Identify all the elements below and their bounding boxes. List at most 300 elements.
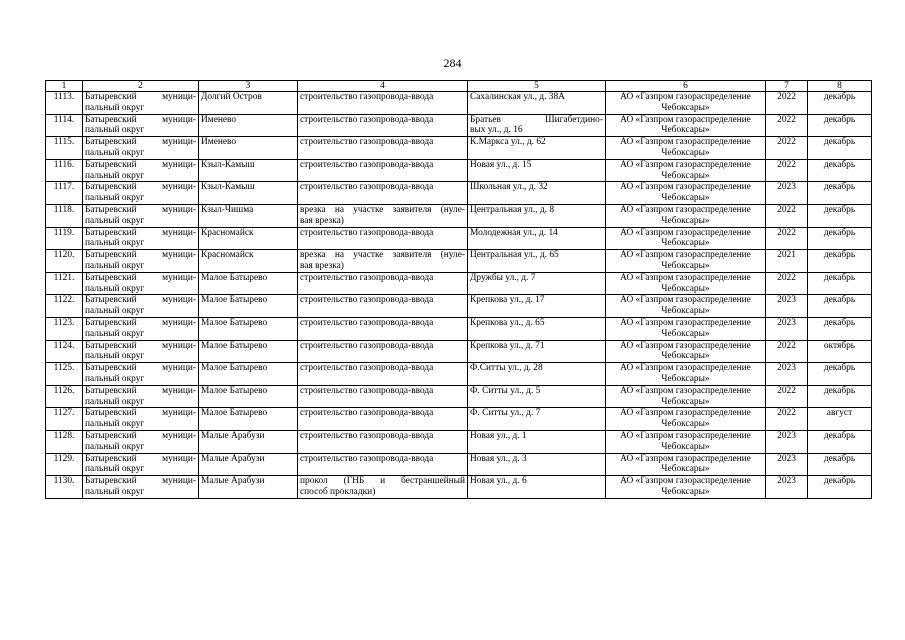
organization-cell xyxy=(606,476,766,499)
organization-line: Чебоксары» xyxy=(661,238,710,249)
locality-cell xyxy=(199,250,298,273)
organization-line: Чебоксары» xyxy=(661,283,710,294)
address-line xyxy=(470,284,603,295)
year-cell xyxy=(766,385,808,408)
table-row xyxy=(46,363,872,386)
address-line: Дружбы ул., д. 7 xyxy=(470,272,536,283)
work-line: строительство газопровода-ввода xyxy=(300,385,434,396)
district-line: Батыревский муници- xyxy=(85,182,196,193)
header-cell: 3 xyxy=(199,81,298,92)
header-cell: 7 xyxy=(766,81,808,92)
organization-cell xyxy=(606,340,766,363)
district-line: пальный округ xyxy=(85,125,145,136)
locality-text: Малые Арабузи xyxy=(201,430,265,441)
month-cell xyxy=(808,182,872,205)
work-line: строительство газопровода-ввода xyxy=(300,272,434,283)
district-cell xyxy=(83,385,199,408)
locality-cell xyxy=(199,408,298,431)
header-cell: 1 xyxy=(46,81,83,92)
work-line xyxy=(300,284,465,295)
header-cell: 8 xyxy=(808,81,872,92)
table-row xyxy=(46,295,872,318)
organization-line: АО «Газпром газораспределение xyxy=(620,408,751,419)
address-line: Ф. Ситты ул., д. 5 xyxy=(470,385,541,396)
district-line: Батыревский муници- xyxy=(85,340,196,351)
header-cell: 4 xyxy=(298,81,468,92)
organization-cell xyxy=(606,114,766,137)
address-line xyxy=(470,171,603,182)
address-cell xyxy=(468,476,606,499)
locality-text: Красномайск xyxy=(201,250,254,261)
address-line xyxy=(470,464,603,475)
locality-cell xyxy=(199,204,298,227)
district-line: пальный округ xyxy=(85,147,145,158)
row-number-text: 1114. xyxy=(53,114,75,125)
month-cell xyxy=(808,340,872,363)
month-text: декабрь xyxy=(823,114,856,125)
address-line: Новая ул., д. 3 xyxy=(470,453,527,464)
page-number: 284 xyxy=(443,56,462,70)
district-cell xyxy=(83,250,199,273)
organization-line: АО «Газпром газораспределение xyxy=(620,453,751,464)
address-line xyxy=(470,374,603,385)
district-line: Батыревский муници- xyxy=(85,408,196,419)
organization-cell xyxy=(606,408,766,431)
work-line: вая врезка) xyxy=(300,215,344,226)
year-text: 2022 xyxy=(777,204,796,215)
locality-cell xyxy=(199,137,298,160)
organization-line: АО «Газпром газораспределение xyxy=(620,159,751,170)
address-line xyxy=(470,306,603,317)
district-cell xyxy=(83,272,199,295)
work-type-cell xyxy=(298,385,468,408)
district-cell xyxy=(83,317,199,340)
header-cell: 5 xyxy=(468,81,606,92)
row-number xyxy=(46,137,83,160)
district-line: пальный округ xyxy=(85,260,145,271)
year-cell xyxy=(766,272,808,295)
work-type-cell xyxy=(298,114,468,137)
work-line: врезка на участке заявителя (нуле- xyxy=(300,204,465,215)
district-line: Батыревский муници- xyxy=(85,272,196,283)
year-text: 2022 xyxy=(777,408,796,419)
work-line xyxy=(300,103,465,114)
month-cell xyxy=(808,295,872,318)
month-cell xyxy=(808,114,872,137)
organization-line: Чебоксары» xyxy=(661,193,710,204)
organization-cell xyxy=(606,159,766,182)
work-type-cell xyxy=(298,250,468,273)
organization-line: АО «Газпром газораспределение xyxy=(620,114,751,125)
organization-line: АО «Газпром газораспределение xyxy=(620,385,751,396)
organization-line: АО «Газпром газораспределение xyxy=(620,182,751,193)
address-line: Центральная ул., д. 65 xyxy=(470,250,559,261)
year-cell xyxy=(766,317,808,340)
district-line: пальный округ xyxy=(85,396,145,407)
row-number xyxy=(46,363,83,386)
year-text: 2022 xyxy=(777,137,796,148)
row-number-text: 1130. xyxy=(53,476,75,487)
row-number-text: 1121. xyxy=(53,272,75,283)
district-line: Батыревский муници- xyxy=(85,114,196,125)
locality-cell xyxy=(199,114,298,137)
work-line: строительство газопровода-ввода xyxy=(300,114,434,125)
month-text: декабрь xyxy=(823,476,856,487)
address-cell xyxy=(468,385,606,408)
organization-cell xyxy=(606,137,766,160)
address-line: Новая ул., д. 15 xyxy=(470,159,532,170)
month-cell xyxy=(808,408,872,431)
year-cell xyxy=(766,430,808,453)
year-text: 2023 xyxy=(777,453,796,464)
row-number xyxy=(46,453,83,476)
work-type-cell xyxy=(298,272,468,295)
district-line: пальный округ xyxy=(85,464,145,475)
address-line: Центральная ул., д. 8 xyxy=(470,204,555,215)
address-line: вых ул., д. 16 xyxy=(470,125,523,136)
district-cell xyxy=(83,92,199,115)
work-line: строительство газопровода-ввода xyxy=(300,137,434,148)
work-line: способ прокладки) xyxy=(300,486,376,497)
month-cell xyxy=(808,272,872,295)
organization-cell xyxy=(606,453,766,476)
organization-line: АО «Газпром газораспределение xyxy=(620,92,751,102)
address-line xyxy=(470,261,603,272)
address-line xyxy=(470,216,603,227)
work-line xyxy=(300,171,465,182)
locality-text: Кзыл-Чишма xyxy=(201,204,254,215)
organization-line: АО «Газпром газораспределение xyxy=(620,363,751,374)
district-cell xyxy=(83,295,199,318)
locality-cell xyxy=(199,430,298,453)
work-type-cell xyxy=(298,363,468,386)
table-row xyxy=(46,317,872,340)
work-type-cell xyxy=(298,227,468,250)
organization-line: АО «Газпром газораспределение xyxy=(620,250,751,261)
organization-line: АО «Газпром газораспределение xyxy=(620,430,751,441)
table-row xyxy=(46,92,872,115)
address-line xyxy=(470,193,603,204)
locality-text: Кзыл-Камыш xyxy=(201,182,255,193)
row-number-text: 1113. xyxy=(53,92,75,102)
address-line: Молодежная ул., д. 14 xyxy=(470,227,558,238)
organization-line: Чебоксары» xyxy=(661,373,710,384)
work-type-cell xyxy=(298,295,468,318)
organization-line: Чебоксары» xyxy=(661,351,710,362)
year-cell xyxy=(766,137,808,160)
organization-line: Чебоксары» xyxy=(661,419,710,430)
year-text: 2022 xyxy=(777,340,796,351)
district-line: Батыревский муници- xyxy=(85,476,196,487)
work-type-cell xyxy=(298,430,468,453)
address-line: Сахалинская ул., д. 38А xyxy=(470,92,565,102)
locality-text: Красномайск xyxy=(201,227,254,238)
district-line: пальный округ xyxy=(85,328,145,339)
address-cell xyxy=(468,295,606,318)
organization-line: Чебоксары» xyxy=(661,306,710,317)
locality-text: Малое Батырево xyxy=(201,340,268,351)
row-number-text: 1117. xyxy=(53,182,75,193)
district-line: пальный округ xyxy=(85,215,145,226)
district-cell xyxy=(83,340,199,363)
address-line xyxy=(470,329,603,340)
address-cell xyxy=(468,114,606,137)
row-number-text: 1125. xyxy=(53,363,75,374)
header-cell: 6 xyxy=(606,81,766,92)
work-line xyxy=(300,419,465,430)
table-row xyxy=(46,340,872,363)
address-cell xyxy=(468,204,606,227)
month-text: декабрь xyxy=(823,430,856,441)
row-number xyxy=(46,340,83,363)
address-cell xyxy=(468,340,606,363)
address-line: Крепкова ул., д. 71 xyxy=(470,340,545,351)
district-line: пальный округ xyxy=(85,170,145,181)
work-type-cell xyxy=(298,159,468,182)
organization-line: АО «Газпром газораспределение xyxy=(620,476,751,487)
organization-line: Чебоксары» xyxy=(661,464,710,475)
organization-line: АО «Газпром газораспределение xyxy=(620,204,751,215)
locality-cell xyxy=(199,453,298,476)
gasification-table xyxy=(45,80,872,499)
row-number xyxy=(46,250,83,273)
work-type-cell xyxy=(298,204,468,227)
address-line: Школьная ул., д. 32 xyxy=(470,182,548,193)
month-cell xyxy=(808,317,872,340)
organization-line: Чебоксары» xyxy=(661,396,710,407)
work-line xyxy=(300,351,465,362)
work-line: строительство газопровода-ввода xyxy=(300,159,434,170)
month-cell xyxy=(808,159,872,182)
work-type-cell xyxy=(298,408,468,431)
year-text: 2023 xyxy=(777,317,796,328)
work-type-cell xyxy=(298,182,468,205)
organization-line: Чебоксары» xyxy=(661,147,710,158)
district-cell xyxy=(83,227,199,250)
organization-line: Чебоксары» xyxy=(661,260,710,271)
district-line: Батыревский муници- xyxy=(85,250,196,261)
year-cell xyxy=(766,159,808,182)
organization-cell xyxy=(606,317,766,340)
month-text: декабрь xyxy=(823,204,856,215)
district-line: Батыревский муници- xyxy=(85,159,196,170)
district-line: пальный округ xyxy=(85,238,145,249)
row-number xyxy=(46,385,83,408)
year-cell xyxy=(766,295,808,318)
work-line: прокол (ГНБ и бестраншейный xyxy=(300,476,465,487)
locality-text: Малые Арабузи xyxy=(201,453,265,464)
month-text: декабрь xyxy=(823,295,856,306)
organization-line: Чебоксары» xyxy=(661,125,710,136)
month-cell xyxy=(808,476,872,499)
row-number-text: 1126. xyxy=(53,385,75,396)
year-cell xyxy=(766,227,808,250)
locality-text: Малое Батырево xyxy=(201,295,268,306)
address-cell xyxy=(468,408,606,431)
work-line xyxy=(300,442,465,453)
locality-cell xyxy=(199,317,298,340)
organization-cell xyxy=(606,92,766,115)
work-line xyxy=(300,464,465,475)
table-row xyxy=(46,159,872,182)
work-line: строительство газопровода-ввода xyxy=(300,430,434,441)
month-cell xyxy=(808,92,872,115)
work-line xyxy=(300,238,465,249)
address-line xyxy=(470,442,603,453)
table-row xyxy=(46,182,872,205)
work-type-cell xyxy=(298,340,468,363)
work-type-cell xyxy=(298,476,468,499)
district-line: пальный округ xyxy=(85,419,145,430)
address-line xyxy=(470,397,603,408)
table-row xyxy=(46,272,872,295)
row-number-text: 1127. xyxy=(53,408,75,419)
district-line: Батыревский муници- xyxy=(85,363,196,374)
month-text: декабрь xyxy=(823,159,856,170)
row-number xyxy=(46,272,83,295)
organization-line: Чебоксары» xyxy=(661,102,710,113)
row-number-text: 1119. xyxy=(53,227,75,238)
month-text: декабрь xyxy=(823,317,856,328)
work-line xyxy=(300,374,465,385)
organization-cell xyxy=(606,363,766,386)
district-line: Батыревский муници- xyxy=(85,204,196,215)
header-cell: 2 xyxy=(83,81,199,92)
organization-cell xyxy=(606,295,766,318)
table-row xyxy=(46,408,872,431)
year-text: 2023 xyxy=(777,430,796,441)
organization-line: АО «Газпром газораспределение xyxy=(620,272,751,283)
table-row xyxy=(46,250,872,273)
row-number xyxy=(46,430,83,453)
district-cell xyxy=(83,204,199,227)
locality-cell xyxy=(199,340,298,363)
organization-line: Чебоксары» xyxy=(661,215,710,226)
organization-cell xyxy=(606,204,766,227)
work-line: строительство газопровода-ввода xyxy=(300,453,434,464)
table-header-row xyxy=(46,81,872,92)
month-cell xyxy=(808,204,872,227)
work-line xyxy=(300,397,465,408)
year-cell xyxy=(766,340,808,363)
row-number xyxy=(46,476,83,499)
year-cell xyxy=(766,204,808,227)
locality-cell xyxy=(199,227,298,250)
organization-cell xyxy=(606,250,766,273)
district-line: Батыревский муници- xyxy=(85,453,196,464)
year-cell xyxy=(766,476,808,499)
address-cell xyxy=(468,137,606,160)
month-cell xyxy=(808,385,872,408)
work-type-cell xyxy=(298,92,468,115)
organization-cell xyxy=(606,385,766,408)
work-line xyxy=(300,148,465,159)
organization-cell xyxy=(606,227,766,250)
row-number xyxy=(46,182,83,205)
year-text: 2023 xyxy=(777,363,796,374)
row-number xyxy=(46,114,83,137)
year-text: 2021 xyxy=(777,250,796,261)
year-text: 2023 xyxy=(777,182,796,193)
month-text: декабрь xyxy=(823,272,856,283)
address-cell xyxy=(468,430,606,453)
row-number xyxy=(46,408,83,431)
locality-text: Малое Батырево xyxy=(201,408,268,419)
work-type-cell xyxy=(298,317,468,340)
table-row xyxy=(46,385,872,408)
address-cell xyxy=(468,92,606,115)
month-text: декабрь xyxy=(823,227,856,238)
district-cell xyxy=(83,363,199,386)
organization-line: Чебоксары» xyxy=(661,441,710,452)
address-line: Ф. Ситты ул., д. 7 xyxy=(470,408,541,419)
locality-cell xyxy=(199,272,298,295)
organization-cell xyxy=(606,272,766,295)
locality-text: Кзыл-Камыш xyxy=(201,159,255,170)
locality-text: Малое Батырево xyxy=(201,363,268,374)
address-line: Крепкова ул., д. 65 xyxy=(470,317,545,328)
year-text: 2022 xyxy=(777,92,796,102)
month-text: декабрь xyxy=(823,250,856,261)
locality-cell xyxy=(199,182,298,205)
address-line xyxy=(470,238,603,249)
organization-line: АО «Газпром газораспределение xyxy=(620,317,751,328)
row-number-text: 1115. xyxy=(53,137,75,148)
year-cell xyxy=(766,250,808,273)
row-number xyxy=(46,227,83,250)
year-text: 2023 xyxy=(777,295,796,306)
district-line: пальный округ xyxy=(85,102,145,113)
address-line: Новая ул., д. 6 xyxy=(470,476,527,487)
locality-text: Долгий Остров xyxy=(201,92,262,102)
address-cell xyxy=(468,272,606,295)
work-line xyxy=(300,125,465,136)
locality-text: Именево xyxy=(201,137,237,148)
work-type-cell xyxy=(298,453,468,476)
row-number-text: 1129. xyxy=(53,453,75,464)
district-line: Батыревский муници- xyxy=(85,385,196,396)
district-line: пальный округ xyxy=(85,193,145,204)
row-number-text: 1128. xyxy=(53,430,75,441)
district-cell xyxy=(83,137,199,160)
district-cell xyxy=(83,159,199,182)
year-cell xyxy=(766,92,808,115)
row-number xyxy=(46,204,83,227)
work-line: строительство газопровода-ввода xyxy=(300,92,434,102)
row-number-text: 1120. xyxy=(53,250,75,261)
month-text: декабрь xyxy=(823,363,856,374)
month-text: декабрь xyxy=(823,453,856,464)
month-cell xyxy=(808,363,872,386)
address-line xyxy=(470,351,603,362)
district-cell xyxy=(83,476,199,499)
address-line: Новая ул., д. 1 xyxy=(470,430,527,441)
row-number-text: 1123. xyxy=(53,317,75,328)
month-cell xyxy=(808,430,872,453)
year-cell xyxy=(766,408,808,431)
organization-line: АО «Газпром газораспределение xyxy=(620,295,751,306)
work-line xyxy=(300,193,465,204)
address-line: Ф.Ситты ул., д. 28 xyxy=(470,363,543,374)
year-cell xyxy=(766,363,808,386)
year-text: 2022 xyxy=(777,227,796,238)
address-line: К.Маркса ул., д. 62 xyxy=(470,137,546,148)
locality-text: Малое Батырево xyxy=(201,272,268,283)
organization-line: АО «Газпром газораспределение xyxy=(620,137,751,148)
work-line: строительство газопровода-ввода xyxy=(300,227,434,238)
organization-line: Чебоксары» xyxy=(661,328,710,339)
address-line xyxy=(470,487,603,498)
